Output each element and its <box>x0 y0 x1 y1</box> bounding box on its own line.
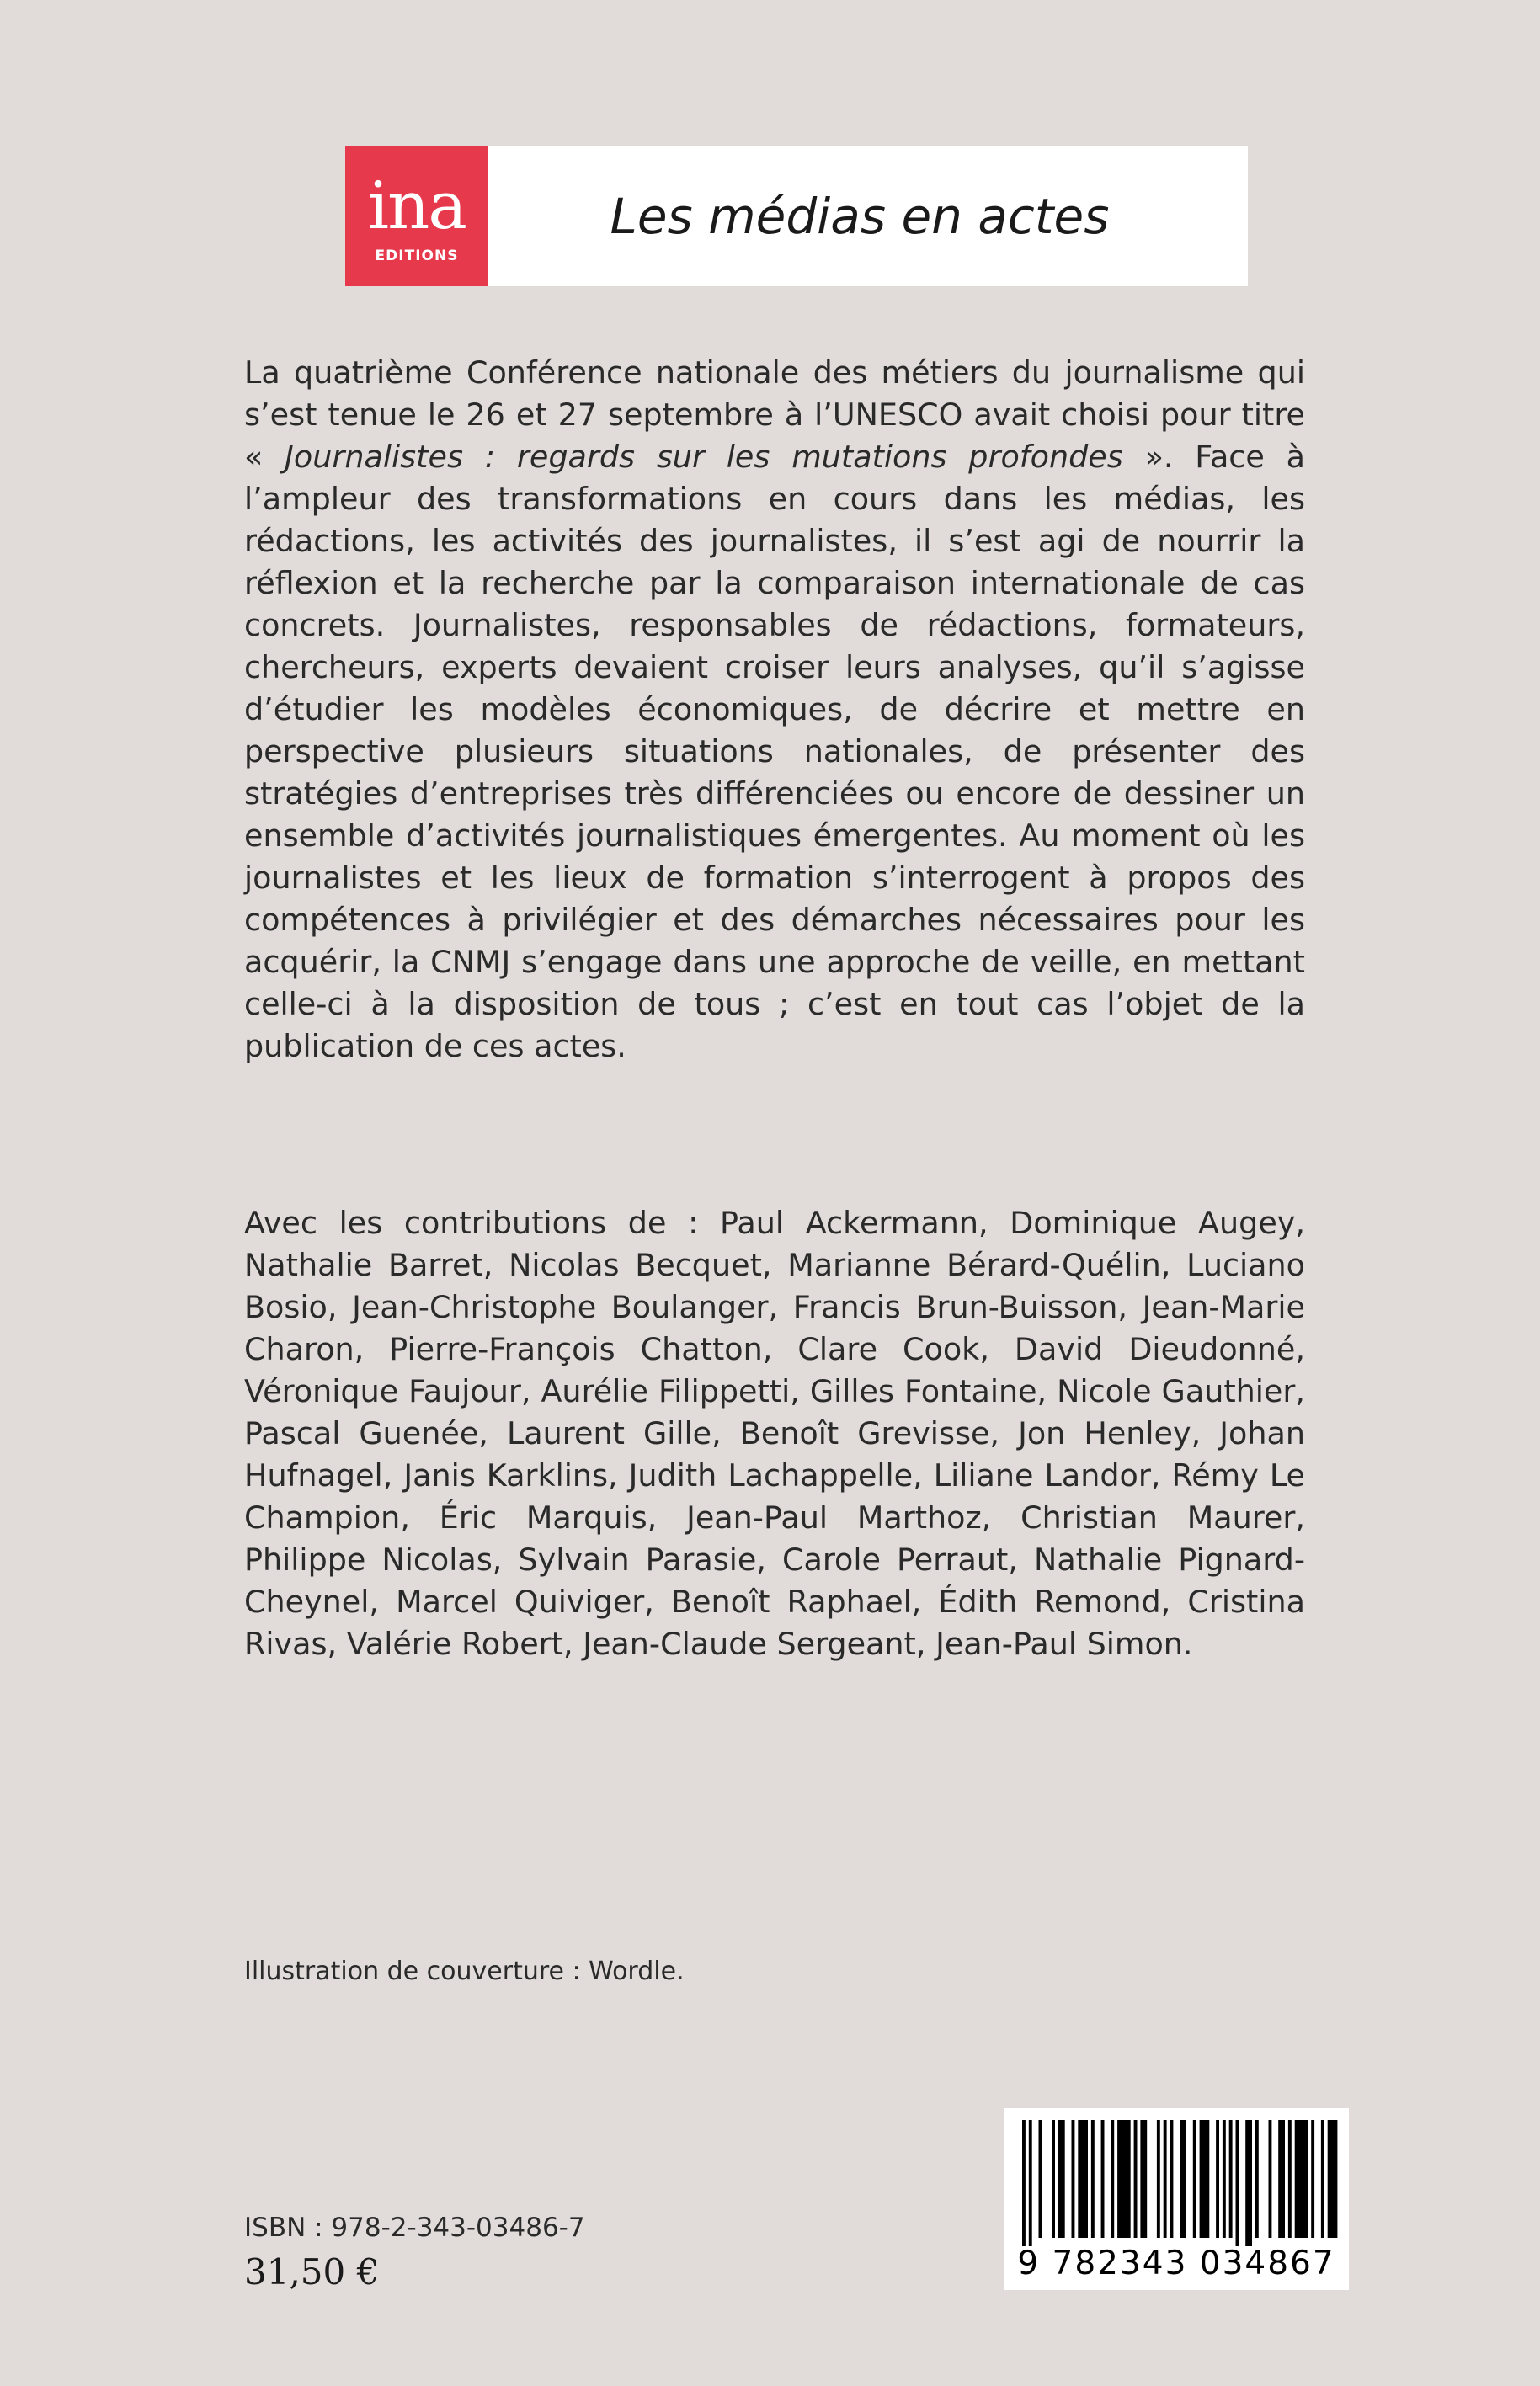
barcode-bar <box>1117 2120 1131 2238</box>
barcode-bar <box>1278 2120 1285 2238</box>
barcode-bar <box>1134 2120 1138 2238</box>
series-header <box>345 146 1248 286</box>
barcode-bars <box>1004 2108 1349 2251</box>
barcode-bar <box>1058 2120 1065 2238</box>
barcode <box>1004 2108 1349 2290</box>
barcode-bar <box>1022 2120 1026 2246</box>
barcode-bar <box>1236 2120 1239 2246</box>
barcode-bar <box>1072 2120 1075 2238</box>
barcode-bar <box>1039 2120 1042 2238</box>
series-title: Les médias en actes <box>610 188 1110 245</box>
barcode-bar <box>1164 2120 1167 2238</box>
barcode-bar <box>1255 2120 1259 2238</box>
barcode-bar <box>1245 2120 1252 2246</box>
barcode-bar <box>1029 2120 1032 2246</box>
barcode-bar <box>1328 2120 1338 2238</box>
barcode-bar <box>1295 2120 1308 2238</box>
barcode-bar <box>1180 2120 1186 2238</box>
barcode-bar <box>1200 2120 1210 2238</box>
logo-subtitle: EDITIONS <box>375 248 459 264</box>
description-intro: La quatrième Conférence nationale des métiers du journalisme qui s’est tenue le 26 et 27 septembre à l’UNESCO avait choisi pour titre « <box>244 354 1305 475</box>
illustration-credit: Illustration de couverture : Wordle. <box>244 1957 685 1986</box>
barcode-bar <box>1269 2120 1272 2238</box>
ina-editions-logo <box>345 146 488 286</box>
barcode-bar <box>1321 2120 1324 2238</box>
barcode-bar <box>1223 2120 1226 2238</box>
barcode-bar <box>1311 2120 1314 2238</box>
barcode-bar <box>1052 2120 1055 2238</box>
isbn-number: ISBN : 978-2-343-03486-7 <box>244 2213 585 2243</box>
contributors-list: Avec les contributions de : Paul Ackermann, Dominique Augey, Nathalie Barret, Nicolas Becquet, Marianne Bérard-Quélin, Luciano Bosio, Jean-Christophe Boulanger, Francis Brun-Buisson, Jean-Marie Charon, Pierre-François Chatton, Clare Cook, David Dieudonné, Véronique Faujour, Aurélie Filippetti, Gilles Fontaine, Nicole Gauthier, Pascal Guenée, Laurent Gille, Benoît Grevisse, Jon Henley, Johan Hufnagel, Janis Karklins, Judith Lachappelle, Liliane Landor, Rémy Le Champion, Éric Marquis, Jean-Paul Marthoz, Christian Maurer, Philippe Nicolas, Sylvain Parasie, Carole Perraut, Nathalie Pignard-Cheynel, Marcel Quiviger, Benoît Raphael, Édith Remond, Cristina Rivas, Valérie Robert, Jean-Claude Sergeant, Jean-Paul Simon. <box>244 1205 1305 1662</box>
barcode-bar <box>1140 2120 1147 2238</box>
barcode-bar <box>1170 2120 1174 2238</box>
price: 31,50 € <box>244 2251 380 2293</box>
barcode-bar <box>1078 2120 1088 2238</box>
barcode-bar <box>1216 2120 1219 2238</box>
barcode-bar <box>1101 2120 1105 2238</box>
barcode-bar <box>1157 2120 1160 2238</box>
book-description <box>244 352 1305 1068</box>
description-body: ». Face à l’ampleur des transformations en cours dans les médias, les rédactions, les activités des journalistes, il s’est agi de nourrir la réflexion et la recherche par la comparaison internationale de cas concrets. Journalistes, responsables de rédactions, formateurs, chercheurs, experts devaient croiser leurs analyses, qu’il s’agisse d’étudier les modèles économiques, de décrire et mettre en perspective plusieurs situations nationales, de présenter des stratégies d’entreprises très différenciées ou encore de dessiner un ensemble d’activités journalistiques émergentes. Au moment où les journalistes et les lieux de formation s’interrogent à propos des compétences à privilégier et des démarches nécessaires pour les acquérir, la CNMJ s’engage dans une approche de veille, en mettant celle-ci à la disposition de tous ; c’est en tout cas l’objet de la publication de ces actes. <box>244 439 1305 1064</box>
barcode-bar <box>1288 2120 1292 2238</box>
conference-title: Journalistes : regards sur les mutations profondes <box>285 439 1123 475</box>
barcode-bar <box>1193 2120 1196 2238</box>
logo-wordmark: ina <box>368 168 466 244</box>
barcode-bar <box>1229 2120 1233 2238</box>
barcode-digits: 9 782343 034867 <box>1017 2245 1335 2282</box>
barcode-bar <box>1091 2120 1095 2238</box>
barcode-bar <box>1111 2120 1114 2238</box>
